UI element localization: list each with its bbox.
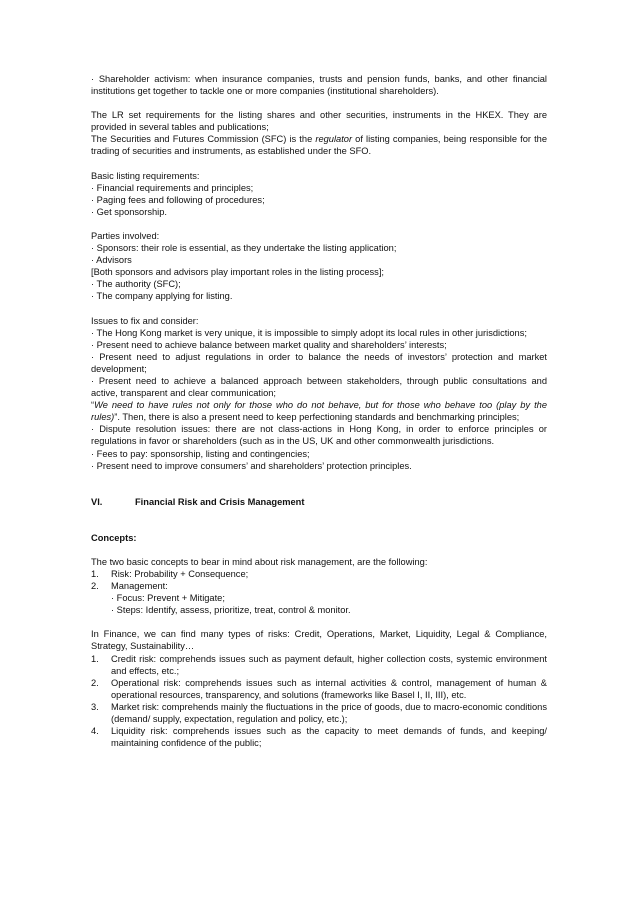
- numbered-item: 2. Operational risk: comprehends issues such as internal activities & control, management of human & operational resources, transparency, and solutions (frameworks like Basel I, II, III), etc.: [91, 677, 547, 700]
- list-item: · Sponsors: their role is essential, as they undertake the listing application;: [91, 243, 397, 254]
- concepts-title: Concepts:: [91, 532, 137, 543]
- sub-item: · Steps: Identify, assess, prioritize, treat, control & monitor.: [111, 605, 351, 616]
- paragraph-lr-requirements: The LR set requirements for the listing shares and other securities, instruments in the HKEX. They are provided in several tables and publications;: [91, 110, 547, 133]
- parties-title: Parties involved:: [91, 230, 160, 241]
- list-item: · Present need to achieve balance between market quality and shareholders’ interests;: [91, 339, 447, 350]
- section-heading: [91, 496, 547, 508]
- list-item: · Present need to adjust regulations in order to balance the needs of investors’ protection and market development;: [91, 351, 547, 374]
- list-item: · Advisors: [91, 255, 132, 266]
- list-item: · Present need to achieve a balanced approach between stakeholders, through public consultations and active, transparent and clear communication;: [91, 375, 547, 399]
- list-item: · The authority (SFC);: [91, 279, 181, 290]
- list-item: · Get sponsorship.: [91, 206, 167, 217]
- numbered-item: 1. Credit risk: comprehends issues such as payment default, higher collection costs, systemic environment and effects, etc.;: [91, 653, 547, 676]
- page-content: [91, 73, 547, 749]
- section-title: Financial Risk and Crisis Management: [135, 496, 305, 507]
- paragraph-shareholder-activism: · Shareholder activism: when insurance companies, trusts and pension funds, banks, and other financial institutions get together to tackle one or more companies (institutional shareholders).: [91, 74, 547, 97]
- quote-italic: We need to have rules not only for those who do not behave, but for those who behave too (play by the rules): [91, 400, 547, 423]
- numbered-item: 1. Risk: Probability + Consequence;: [91, 569, 249, 579]
- numbered-item: 2. Management:: [91, 581, 168, 592]
- quote-paragraph: “We need to have rules not only for those who do not behave, but for those who behave too (play by the rules)”. Then, there is also a present need to keep perfectioning standards and benchmarking principles;: [91, 400, 547, 423]
- numbered-item: 4. Liquidity risk: comprehends issues such as the capacity to meet demands of funds, and keeping/ maintaining confidence of the public;: [91, 726, 547, 749]
- paragraph-sfc: The Securities and Futures Commission (SFC) is the regulator of listing companies, being responsible for the trading of securities and instruments, as established under the SFO.: [91, 134, 547, 157]
- list-item: [Both sponsors and advisors play important roles in the listing process];: [91, 267, 384, 278]
- sub-item: · Focus: Prevent + Mitigate;: [111, 593, 225, 604]
- list-item: · The Hong Kong market is very unique, it is impossible to simply adopt its local rules in other jurisdictions;: [91, 327, 527, 338]
- list-item: · Financial requirements and principles;: [91, 182, 254, 193]
- concepts-intro: The two basic concepts to bear in mind about risk management, are the following:: [91, 556, 428, 567]
- list-item: · Present need to improve consumers’ and shareholders’ protection principles.: [91, 460, 412, 471]
- issues-title: Issues to fix and consider:: [91, 315, 199, 326]
- list-item: · The company applying for listing.: [91, 291, 233, 302]
- risks-intro: In Finance, we can find many types of risks: Credit, Operations, Market, Liquidity, Legal & Compliance, Strategy, Sustainability…: [91, 629, 547, 652]
- basic-requirements-title: Basic listing requirements:: [91, 170, 200, 181]
- list-item: · Dispute resolution issues: there are not class-actions in Hong Kong, in order to enforce principles or regulations in favor or shareholders (such as in the US, UK and other commonwealth jurisdictions.: [91, 424, 547, 447]
- numbered-item: 3. Market risk: comprehends mainly the fluctuations in the price of goods, due to macro-economic conditions (demand/ supply, expectation, regulation and policy, etc.);: [91, 701, 547, 725]
- list-item: · Paging fees and following of procedures;: [91, 194, 265, 205]
- list-item: · Fees to pay: sponsorship, listing and contingencies;: [91, 448, 310, 459]
- emphasis-regulator: regulator: [315, 134, 353, 145]
- section-number: VI.: [91, 496, 103, 507]
